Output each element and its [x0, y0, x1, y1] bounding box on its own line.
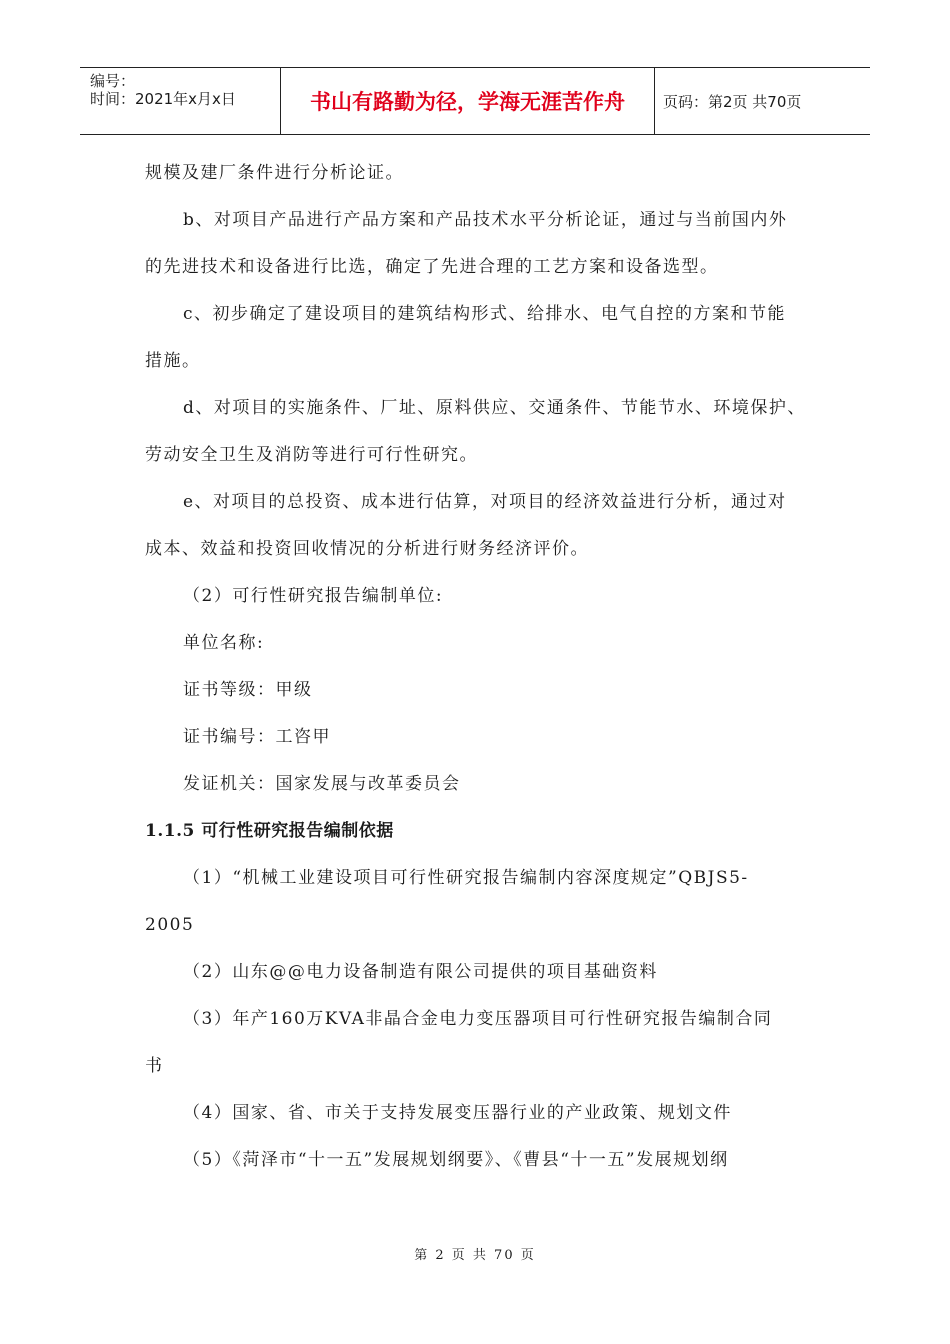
- paragraph: c、初步确定了建设项目的建筑结构形式、给排水、电气自控的方案和节能: [183, 304, 787, 324]
- header-page-info: 页码：第2页 共70页: [663, 92, 802, 111]
- paragraph: 劳动安全卫生及消防等进行可行性研究。: [145, 445, 478, 465]
- paragraph: b、对项目产品进行产品方案和产品技术水平分析论证，通过与当前国内外: [183, 210, 788, 230]
- header-meta: [80, 68, 281, 134]
- paragraph: 证书编号：工咨甲: [183, 727, 331, 747]
- paragraph: （2）可行性研究报告编制单位:: [183, 586, 444, 606]
- list-item: （3）年产160万KVA非晶合金电力变压器项目可行性研究报告编制合同: [183, 1009, 773, 1029]
- page-footer: 第 2 页 共 70 页: [414, 1248, 536, 1263]
- paragraph: 的先进技术和设备进行比选，确定了先进合理的工艺方案和设备选型。: [145, 257, 719, 277]
- paragraph: 单位名称:: [183, 633, 265, 653]
- document-body: [145, 150, 817, 1184]
- list-item: （4）国家、省、市关于支持发展变压器行业的产业政策、规划文件: [183, 1103, 732, 1123]
- paragraph: 措施。: [145, 351, 201, 371]
- paragraph: 发证机关：国家发展与改革委员会: [183, 774, 461, 794]
- paragraph: e、对项目的总投资、成本进行估算，对项目的经济效益进行分析，通过对: [183, 492, 787, 512]
- document-time: 时间：2021年x月x日: [90, 90, 236, 108]
- list-item: （2）山东@@电力设备制造有限公司提供的项目基础资料: [183, 962, 658, 982]
- paragraph: 证书等级：甲级: [183, 680, 313, 700]
- document-number-label: 编号：: [90, 72, 136, 90]
- page-header: [80, 67, 870, 135]
- list-item: （1）“机械工业建设项目可行性研究报告编制内容深度规定”QBJS5-: [183, 868, 749, 888]
- paragraph: 规模及建厂条件进行分析论证。: [145, 163, 404, 183]
- list-item: 书: [145, 1056, 164, 1076]
- paragraph: d、对项目的实施条件、厂址、原料供应、交通条件、节能节水、环境保护、: [183, 398, 806, 418]
- header-motto: 书山有路勤为径，学海无涯苦作舟: [281, 68, 655, 134]
- list-item: 2005: [145, 915, 195, 935]
- paragraph: 成本、效益和投资回收情况的分析进行财务经济评价。: [145, 539, 589, 559]
- section-heading: 1.1.5 可行性研究报告编制依据: [145, 821, 394, 841]
- list-item: （5）《菏泽市“十一五”发展规划纲要》、《曹县“十一五”发展规划纲: [183, 1150, 729, 1170]
